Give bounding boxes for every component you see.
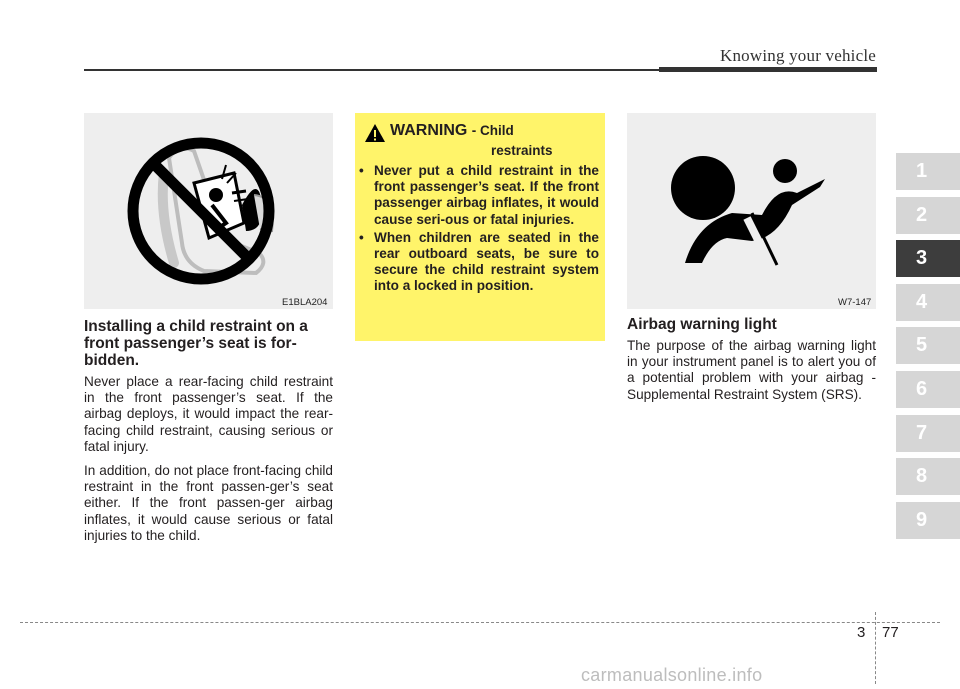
warning-triangle-icon <box>364 123 386 143</box>
chapter-tab-8[interactable]: 8 <box>896 458 960 495</box>
chapter-tab-7[interactable]: 7 <box>896 415 960 452</box>
footer-divider <box>875 612 876 684</box>
chapter-tab-1[interactable]: 1 <box>896 153 960 190</box>
chapter-tab-3[interactable]: 3 <box>896 240 960 277</box>
warning-heading <box>390 122 514 140</box>
page-number: 77 <box>882 624 899 641</box>
airbag-warning-light-icon <box>627 113 876 309</box>
chapter-tab-9[interactable]: 9 <box>896 502 960 539</box>
figure-code: W7-147 <box>838 297 872 308</box>
chapter-tab-4[interactable]: 4 <box>896 284 960 321</box>
warning-box <box>355 113 605 341</box>
warning-list <box>355 163 599 297</box>
airbag-light-figure <box>627 113 876 309</box>
no-child-seat-front-icon <box>84 113 333 309</box>
child-seat-figure <box>84 113 333 309</box>
footer-rule <box>20 622 940 623</box>
running-header: Knowing your vehicle <box>719 46 876 65</box>
section-heading: Airbag warning light <box>627 316 777 333</box>
watermark: carmanualsonline.info <box>581 665 763 685</box>
warning-subtitle: - Child <box>471 123 514 138</box>
paragraph: The purpose of the airbag warning light in your instrument panel is to alert you of a potential problem with your airbag - Supplemental Restraint System (SRS). <box>627 338 876 402</box>
warning-title: WARNING <box>390 122 468 139</box>
header-rule-accent <box>659 67 877 72</box>
chapter-tab-5[interactable]: 5 <box>896 327 960 364</box>
figure-code: E1BLA204 <box>282 297 328 308</box>
warning-item: • When children are seated in the rear outboard seats, be sure to secure the child restraint system into a locked in position. <box>355 230 599 295</box>
chapter-tab-2[interactable]: 2 <box>896 197 960 234</box>
left-body <box>84 374 333 544</box>
page-chapter: 3 <box>857 624 866 641</box>
warning-item: • Never put a child restraint in the front passenger’s seat. If the front passenger airbag inflates, it would cause seri-ous or fatal injuries. <box>355 163 599 228</box>
chapter-tab-6[interactable]: 6 <box>896 371 960 408</box>
header-rule <box>84 69 659 71</box>
section-heading: Installing a child restraint on a front passenger’s seat is for-bidden. <box>84 318 308 369</box>
paragraph: Never place a rear-facing child restraint in the front passenger’s seat. If the airbag deploys, it would impact the rear-facing child restraint, causing serious or fatal injury. <box>84 374 333 454</box>
paragraph: In addition, do not place front-facing child restraint in the front passen-ger’s seat either. If the front passen-ger airbag inflates, it would cause serious or fatal injuries to the child. <box>84 463 333 543</box>
warning-subtitle-cont: restraints <box>491 143 553 158</box>
